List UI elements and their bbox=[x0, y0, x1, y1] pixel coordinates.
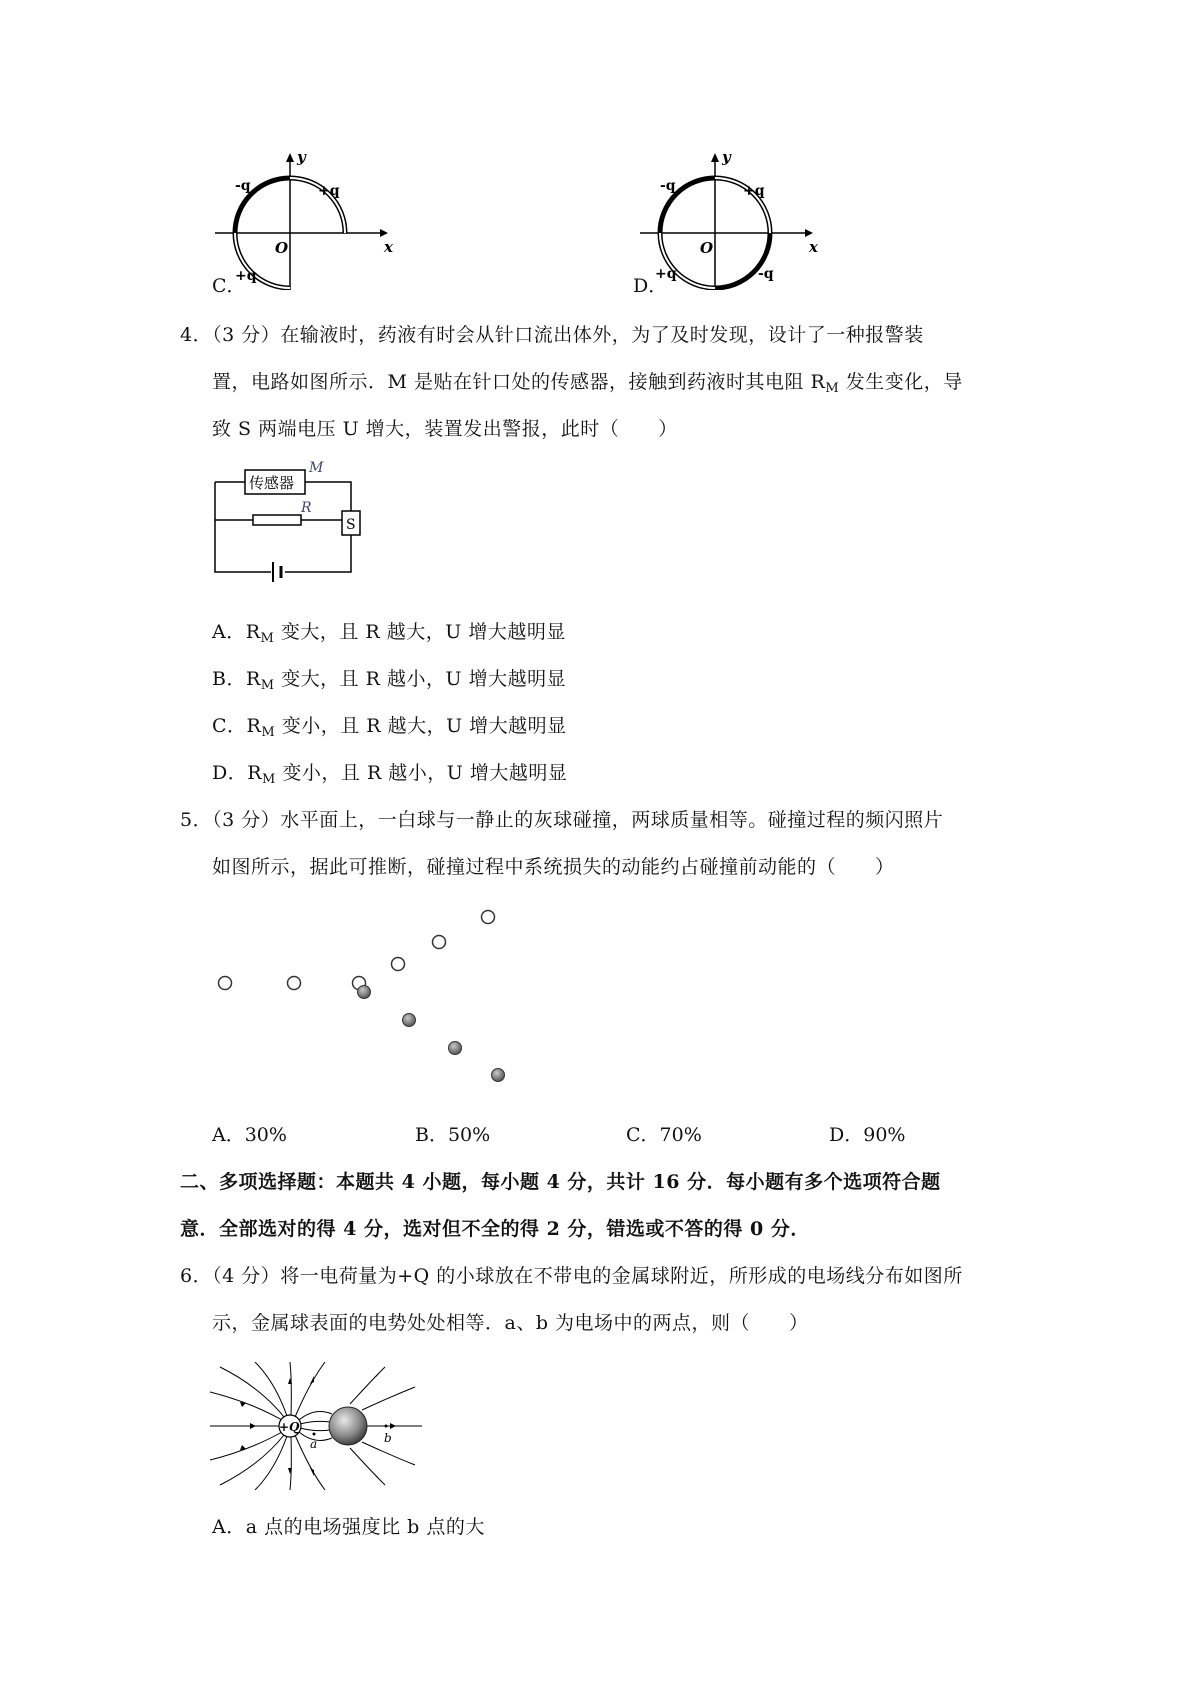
sensor-m-label: M bbox=[309, 460, 324, 476]
neg-q-label: -q bbox=[758, 266, 774, 282]
collision-svg bbox=[210, 900, 520, 1100]
q5-option-c: C．70% bbox=[626, 1124, 702, 1146]
q5-option-d: D．90% bbox=[829, 1124, 906, 1146]
pos-q-label: +q bbox=[655, 266, 677, 282]
origin-label: O bbox=[700, 239, 714, 257]
q5-line-2: 如图所示，据此可推断，碰撞过程中系统损失的动能约占碰撞前动能的（ ） bbox=[212, 856, 895, 878]
resistor-r bbox=[253, 515, 301, 525]
q6-line-1: 6．（4 分）将一电荷量为+Q 的小球放在不带电的金属球附近，所形成的电场线分布如图所 bbox=[180, 1265, 963, 1287]
charged-ring-diagram-c bbox=[200, 150, 400, 290]
q4-option-d: D．$R_M$ 变小，且 R 越小，U 增大越明显 bbox=[212, 762, 568, 787]
circuit-diagram bbox=[205, 460, 385, 600]
q5-option-a: A．30% bbox=[212, 1124, 287, 1146]
charged-ring-diagram-d bbox=[625, 150, 825, 290]
q4-line-3: 致 S 两端电压 U 增大，装置发出警报，此时（ ） bbox=[212, 418, 678, 440]
q4-option-a: A．$R_M$ 变大，且 R 越大，U 增大越明显 bbox=[212, 621, 566, 646]
electric-field-diagram bbox=[210, 1362, 425, 1490]
gray-ball bbox=[403, 1014, 416, 1027]
point-a-label: a bbox=[310, 1437, 318, 1451]
pos-q-label: +q bbox=[235, 268, 257, 284]
option-d-label: D． bbox=[633, 275, 668, 297]
figure-option-c bbox=[200, 150, 400, 290]
q6-line-2: 示，金属球表面的电势处处相等．a、b 为电场中的两点，则（ ） bbox=[212, 1312, 809, 1334]
circuit-svg bbox=[205, 460, 385, 600]
pos-q-label: +q bbox=[743, 183, 765, 199]
x-axis-label: x bbox=[384, 238, 393, 256]
white-ball bbox=[288, 977, 301, 990]
neg-q-label: -q bbox=[660, 178, 676, 194]
field-lines-svg bbox=[210, 1362, 425, 1490]
pos-q-label: +q bbox=[318, 183, 340, 199]
point-b-label: b bbox=[384, 1431, 392, 1445]
metal-sphere bbox=[329, 1407, 367, 1445]
figure-option-d bbox=[625, 150, 825, 290]
white-ball bbox=[219, 977, 232, 990]
neg-q-label: -q bbox=[235, 178, 251, 194]
white-ball bbox=[482, 911, 495, 924]
origin-label: O bbox=[275, 239, 289, 257]
y-axis-label: y bbox=[297, 150, 306, 166]
q6-option-a: A．a 点的电场强度比 b 点的大 bbox=[212, 1516, 485, 1538]
gray-ball bbox=[358, 986, 371, 999]
y-axis-label: y bbox=[722, 150, 731, 166]
x-axis-label: x bbox=[809, 238, 818, 256]
section-2-heading-line-2: 意．全部选对的得 4 分，选对但不全的得 2 分，错选或不答的得 0 分． bbox=[180, 1218, 810, 1240]
option-c-label: C． bbox=[212, 275, 246, 297]
resistor-r-label: R bbox=[301, 500, 312, 516]
gray-ball bbox=[449, 1042, 462, 1055]
q4-line-2: 置，电路如图所示．M 是贴在针口处的传感器，接触到药液时其电阻 $R_M$ 发生变化，导 bbox=[212, 371, 963, 396]
q5-line-1: 5．（3 分）水平面上，一白球与一静止的灰球碰撞，两球质量相等。碰撞过程的频闪照片 bbox=[180, 809, 944, 831]
alarm-s-label: S bbox=[346, 517, 356, 533]
sensor-label: 传感器 bbox=[249, 474, 295, 492]
q4-option-b: B．$R_M$ 变大，且 R 越小，U 增大越明显 bbox=[212, 668, 567, 693]
charge-q-label: +Q bbox=[279, 1420, 300, 1434]
q4-option-c: C．$R_M$ 变小，且 R 越大，U 增大越明显 bbox=[212, 715, 567, 740]
point-a bbox=[313, 1433, 316, 1436]
q4-line-1: 4．（3 分）在输液时，药液有时会从针口流出体外，为了及时发现，设计了一种报警装 bbox=[180, 324, 924, 346]
white-ball bbox=[392, 958, 405, 971]
gray-ball bbox=[492, 1069, 505, 1082]
section-2-heading-line-1: 二、多项选择题：本题共 4 小题，每小题 4 分，共计 16 分．每小题有多个选项符合题 bbox=[180, 1171, 941, 1193]
q5-option-b: B．50% bbox=[415, 1124, 491, 1146]
collision-strobe-photo bbox=[210, 900, 520, 1100]
point-b bbox=[385, 1425, 388, 1428]
white-ball bbox=[433, 936, 446, 949]
